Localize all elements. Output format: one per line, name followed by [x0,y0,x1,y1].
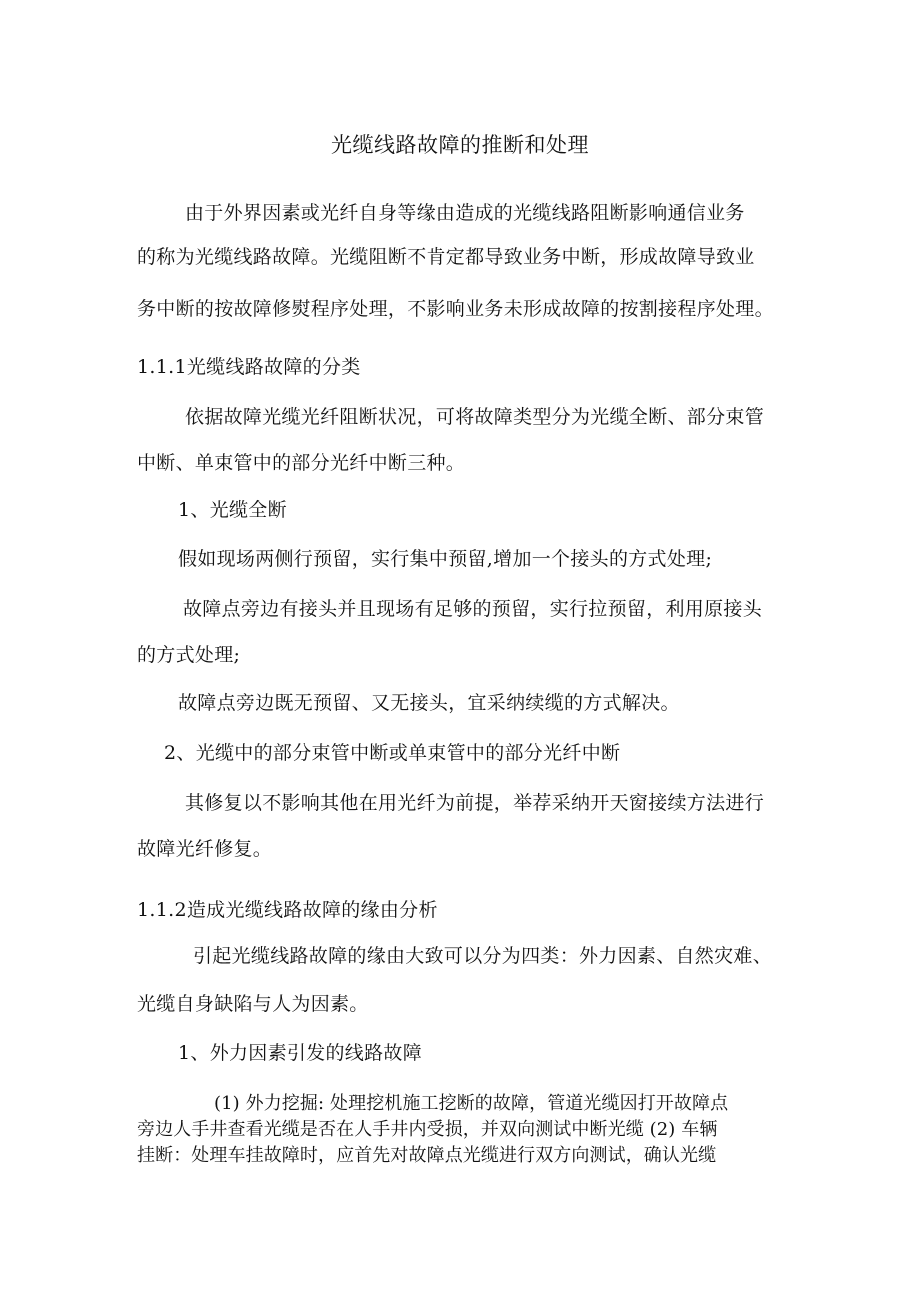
paragraph-line: 引起光缆线路故障的缘由大致可以分为四类：外力因素、自然灾难、 [193,945,773,967]
paragraph-line: 故障点旁边既无预留、又无接头，宜采纳续缆的方式解决。 [178,692,680,714]
paragraph-line: 挂断：处理车挂故障时，应首先对故障点光缆进行双方向测试，确认光缆 [137,1145,717,1166]
paragraph-line: 务中断的按故障修熨程序处理，不影响业务未形成故障的按割接程序处理。 [137,298,774,320]
list-heading: 2、光缆中的部分束管中断或单束管中的部分光纤中断 [164,742,621,764]
paragraph-line: 中断、单束管中的部分光纤中断三种。 [137,452,466,474]
page-title: 光缆线路故障的推断和处理 [331,133,589,157]
list-heading: 1、光缆全断 [178,499,287,521]
section-heading: 1.1.1光缆线路故障的分类 [137,356,361,378]
paragraph-line: 光缆自身缺陷与人为因素。 [137,993,369,1015]
paragraph-line: 其修复以不影响其他在用光纤为前提，举荐采纳开天窗接续方法进行 [185,792,765,814]
paragraph-line: (1) 外力挖掘: 处理挖机施工挖断的故障，管道光缆因打开故障点 [214,1093,729,1114]
section-heading: 1.1.2造成光缆线路故障的缘由分析 [137,899,438,921]
list-heading: 1、外力因素引发的线路故障 [178,1042,422,1064]
paragraph-line: 依据故障光缆光纤阻断状况，可将故障类型分为光缆全断、部分束管 [185,406,765,428]
paragraph-line: 故障点旁边有接头并且现场有足够的预留，实行拉预留，利用原接头 [183,598,763,620]
paragraph-line: 的方式处理; [137,644,241,666]
paragraph-line: 的称为光缆线路故障。光缆阻断不肯定都导致业务中断，形成故障导致业 [137,246,755,268]
paragraph-line: 故障光纤修复。 [137,838,273,860]
paragraph-line: 由于外界因素或光纤自身等缘由造成的光缆线路阻断影响通信业务 [185,202,745,224]
paragraph-line: 旁边人手井查看光缆是否在人手井内受损，并双向测试中断光缆 (2) 车辆 [137,1119,718,1140]
paragraph-line: 假如现场两侧行预留，实行集中预留,增加一个接头的方式处理; [178,548,713,570]
